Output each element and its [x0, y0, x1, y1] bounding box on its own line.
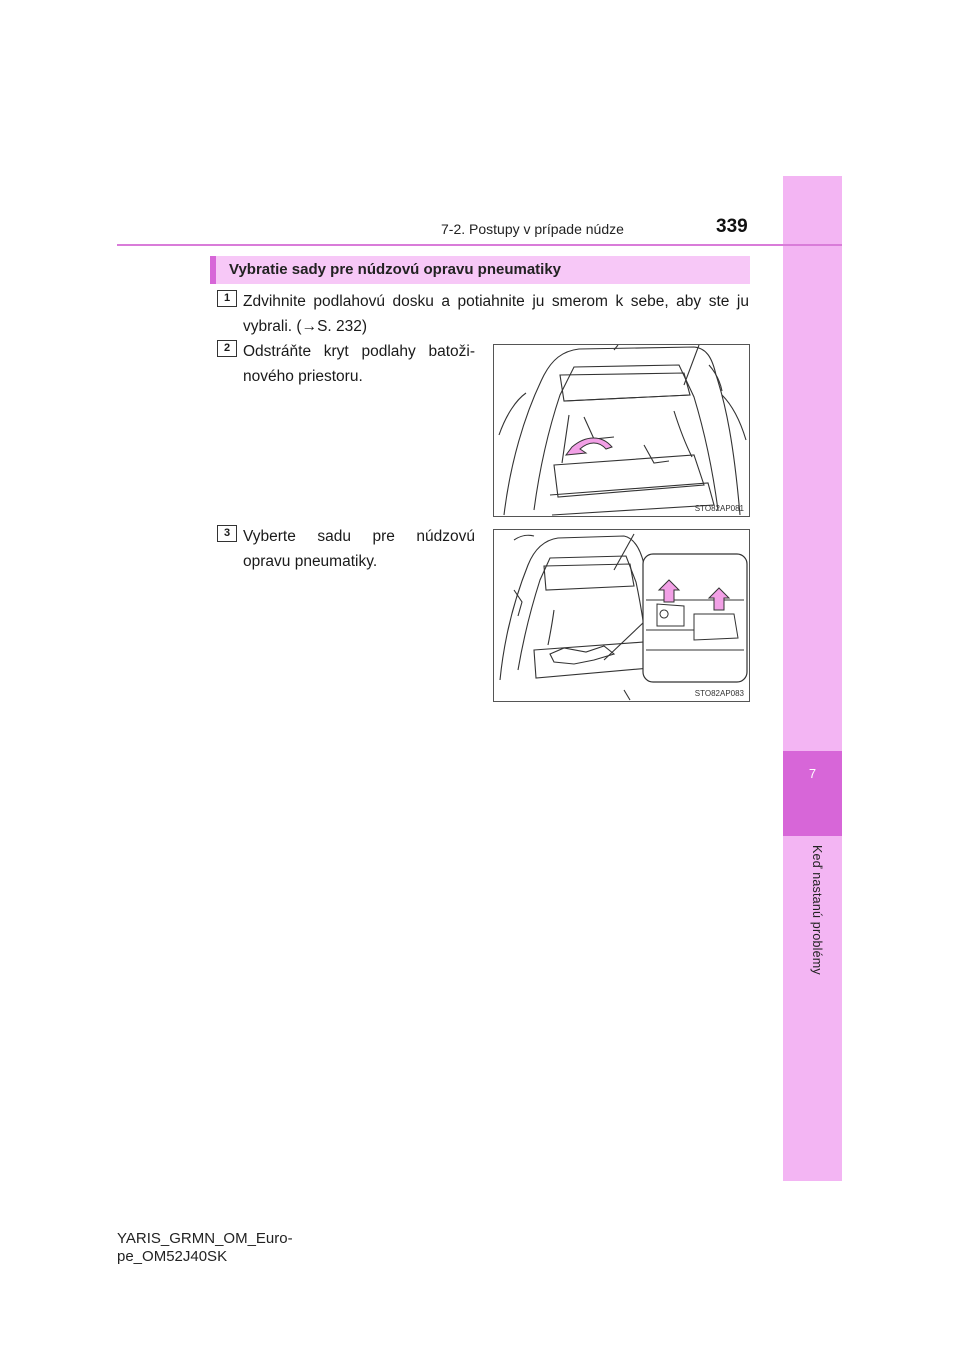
footer-document-id: YARIS_GRMN_OM_Euro- pe_OM52J40SK — [117, 1230, 293, 1265]
figure-illustration-2 — [494, 530, 749, 701]
step-number-2: 2 — [217, 340, 237, 357]
step-number-1: 1 — [217, 290, 237, 307]
section-heading-bar — [210, 256, 750, 284]
figure-code-1: STO82AP081 — [694, 504, 744, 513]
step-number-3: 3 — [217, 525, 237, 542]
page-number: 339 — [716, 216, 748, 237]
step-text-3: Vyberte sadu pre núdzovú opravu pneumatiky. — [243, 528, 475, 570]
step-text-2: Odstráňte kryt podlahy batoži-nového priestoru. — [243, 343, 475, 385]
figure-illustration-1 — [494, 345, 749, 516]
chapter-number: 7 — [808, 766, 817, 781]
chapter-title: Keď nastanú problémy — [810, 845, 824, 975]
section-heading: Vybratie sady pre núdzovú opravu pneumatiky — [229, 261, 562, 278]
figure-code-2: STO82AP083 — [694, 689, 744, 698]
step-text-1: Zdvihnite podlahovú dosku a potiahnite ju smerom k sebe, aby ste ju vybrali. (→S. 232) — [243, 293, 749, 335]
section-title: 7-2. Postupy v prípade núdze — [441, 221, 624, 237]
figure-remove-repair-kit — [493, 529, 750, 702]
figure-remove-floor-cover — [493, 344, 750, 517]
header-rule — [117, 244, 842, 246]
chapter-number-tab — [783, 751, 842, 836]
